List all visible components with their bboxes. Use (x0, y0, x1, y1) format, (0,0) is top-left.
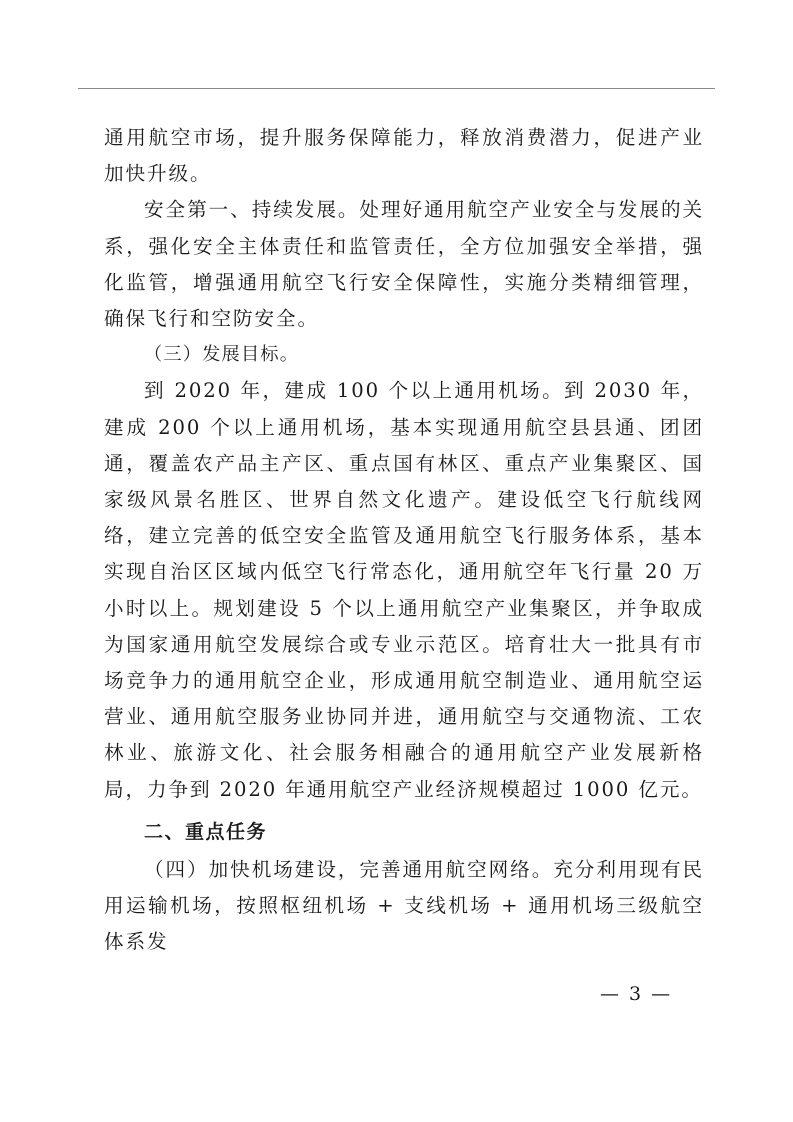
document-body (104, 120, 704, 960)
paragraph-airport-construction: （四）加快机场建设，完善通用航空网络。充分利用现有民用运输机场，按照枢纽机场 + 支线机场 + 通用机场三级航空体系发 (104, 857, 704, 954)
header-rule (78, 88, 715, 89)
page-number: — 3 — (600, 983, 673, 1005)
section-heading-key-tasks: 二、重点任务 (144, 820, 268, 843)
paragraph-safety-first: 安全第一、持续发展。处理好通用航空产业安全与发展的关系，强化安全主体责任和监管责任，全方位加强安全举措，强化监管，增强通用航空飞行安全保障性，实施分类精细管理，确保飞行和空防安全。 (104, 198, 704, 331)
paragraph-continuation: 通用航空市场，提升服务保障能力，释放消费潜力，促进产业加快升级。 (104, 126, 704, 186)
paragraph-development-goals: 到 2020 年，建成 100 个以上通用机场。到 2030 年，建成 200 个以上通用机场，基本实现通用航空县县通、团团通，覆盖农产品主产区、重点国有林区、重点产业集聚区、国家级风景名胜区、世界自然文化遗产。建设低空飞行航线网络，建立完善的低空安全监管及通用航空飞行服务体系，基本实现自治区区域内低空飞行常态化，通用航空年飞行量 20 万小时以上。规划建设 5 个以上通用航空产业集聚区，并争取成为国家通用航空发展综合或专业示范区。培育壮大一批具有市场竞争力的通用航空企业，形成通用航空制造业、通用航空运营业、通用航空服务业协同并进，通用航空与交通物流、工农林业、旅游文化、社会服务相融合的通用航空产业发展新格局，力争到 2020 年通用航空产业经济规模超过 1000 亿元。 (104, 379, 704, 801)
section-subheading-goals: （三）发展目标。 (144, 344, 300, 366)
